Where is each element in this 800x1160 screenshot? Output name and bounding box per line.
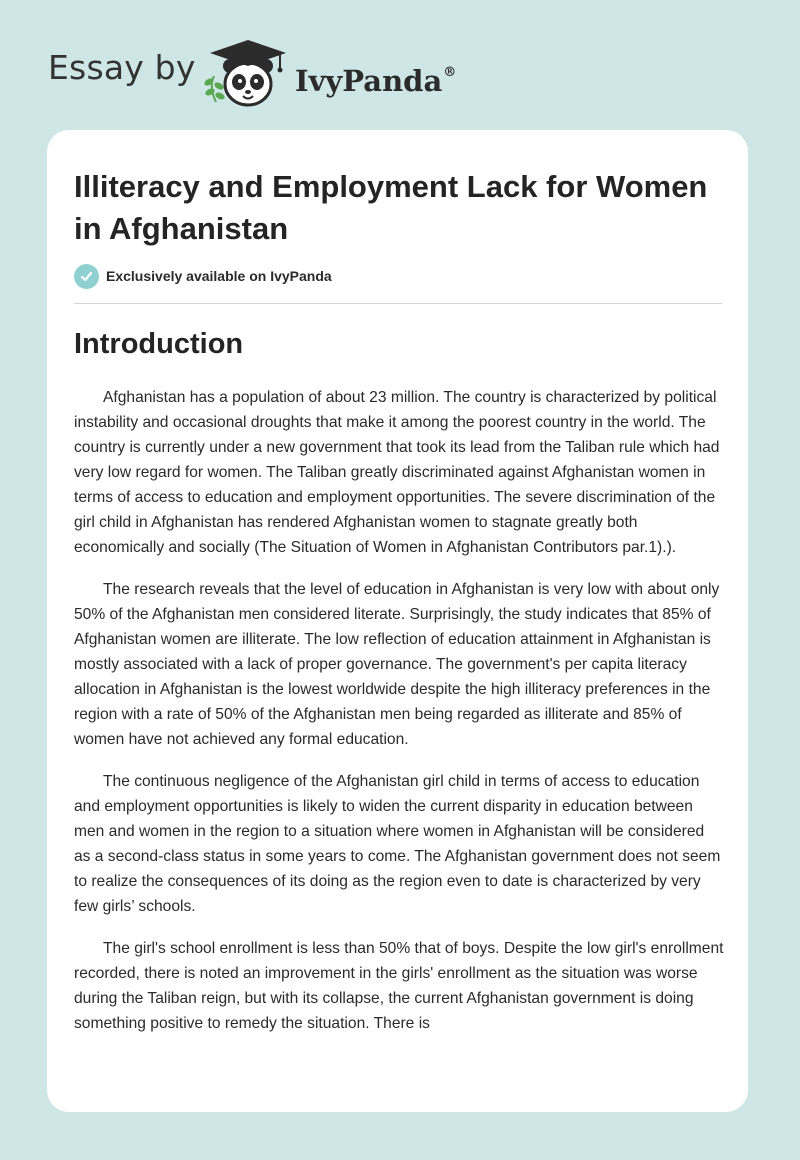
registered-mark: ® bbox=[443, 65, 457, 80]
site-header bbox=[0, 0, 800, 130]
title-divider bbox=[74, 303, 722, 304]
section-heading-introduction: Introduction bbox=[74, 328, 244, 360]
paragraph: The continuous negligence of the Afghanistan girl child in terms of access to education and employment opportunities is likely to widen the current disparity in education between men and women in the region to a situation where women in Afghanistan will be considered as a second-class status in some years to come. The Afghanistan government does not seem to realize the consequences of its doing as the region even to date is characterized by very few girls’ schools. bbox=[74, 773, 721, 915]
paragraph: The girl's school enrollment is less than 50% that of boys. Despite the low girl's enrollment recorded, there is noted an improvement in the girls' enrollment as the situation was worse during the Taliban reign, but with its collapse, the current Afghanistan government is doing something positive to remedy the situation. There is bbox=[74, 940, 724, 1032]
essay-card bbox=[47, 130, 748, 1112]
brand-name-text: IvyPanda bbox=[295, 64, 443, 98]
paragraph: The research reveals that the level of education in Afghanistan is very low with about only 50% of the Afghanistan men considered literate. Surprisingly, the study indicates that 85% of Afghanistan women are illiterate. The low reflection of education attainment in Afghanistan is mostly associated with a lack of proper governance. The government's per capita literacy allocation in Afghanistan is the lowest worldwide despite the high illiteracy preferences in the region with a rate of 50% of the Afghanistan men being regarded as illiterate and 85% of women have not achieved any formal education. bbox=[74, 581, 720, 748]
exclusive-badge-text: Exclusively available on IvyPanda bbox=[106, 268, 332, 284]
brand-name[interactable] bbox=[295, 53, 456, 101]
brand-prefix: Essay by bbox=[48, 48, 196, 87]
essay-title: Illiteracy and Employment Lack for Women in Afghanistan bbox=[74, 169, 708, 246]
paragraph: Afghanistan has a population of about 23 million. The country is characterized by political instability and occasional droughts that make it among the poorest country in the world. The country is currently under a new government that took its lead from the Taliban rule which had very low regard for women. The Taliban greatly discriminated against Afghanistan women in terms of access to education and employment opportunities. The severe discrimination of the girl child in Afghanistan has rendered Afghanistan women to stagnate greatly both economically and socially (The Situation of Women in Afghanistan Contributors par.1).). bbox=[74, 389, 720, 556]
essay-body bbox=[74, 385, 724, 1053]
panda-graduate-icon[interactable] bbox=[200, 36, 295, 111]
exclusive-badge bbox=[74, 263, 332, 289]
check-circle-icon bbox=[74, 264, 99, 289]
